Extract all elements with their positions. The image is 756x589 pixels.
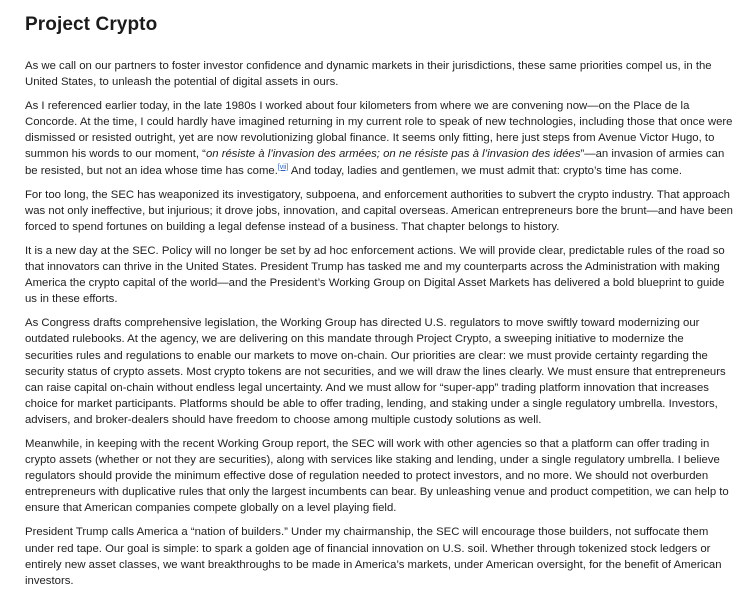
paragraph-3: For too long, the SEC has weaponized its investigatory, subpoena, and enforcement authorities to subvert the crypto industry. That approach was not only ineffective, but injurious; it drove jobs, innovation, and capital overseas. American entrepreneurs bore the brunt—and have been forced to spend fortunes on building a legal defense instead of a business. That chapter belongs to history. xyxy=(25,188,733,233)
paragraph-6: Meanwhile, in keeping with the recent Working Group report, the SEC will work with other agencies so that a platform can offer trading in crypto assets (whether or not they are securities), along with services like staking and lending, under a single regulatory umbrella. I believe regulators should provide the minimum effective dose of regulation needed to protect investors, and no more. We should not overburden entrepreneurs with duplicative rules that only the largest incumbents can bear. By unleashing venue and product competition, we can help to ensure that American companies compete globally on a level playing field. xyxy=(25,437,729,515)
paragraph-2-text-before: As I referenced earlier today, in the late 1980s I worked about four kilometers from where we are convening now—on the Place de la Concorde. At the time, I could hardly have imagined returning in my current role to speak of new technologies, including those that once were dismissed or resisted outright, yet are now revolutionizing global finance. It seems only fitting, here just steps from Avenue Victor Hugo, to summon his words to our moment, “ xyxy=(25,100,733,161)
paragraph-2 xyxy=(25,98,734,178)
paragraph-4: It is a new day at the SEC. Policy will no longer be set by ad hoc enforcement actions. We will provide clear, predictable rules of the road so that innovators can thrive in the United States. President Trump has tasked me and my counterparts across the Administration with making America the crypto capital of the world—and the President’s Working Group on Digital Asset Markets has delivered a bold blueprint to guide us in these efforts. xyxy=(25,244,725,306)
footnote-link[interactable]: [vii] xyxy=(277,163,289,171)
paragraph-2-text-middle: ”—an invasion of armies can be resisted, but not an idea whose time has come. xyxy=(25,148,725,177)
paragraph-5: As Congress drafts comprehensive legislation, the Working Group has directed U.S. regulators to move swiftly toward modernizing our outdated rulebooks. At the agency, we are delivering on this mandate through Project Crypto, a sweeping initiative to modernize the securities rules and regulations to enable our markets to move on-chain. Our priorities are clear: we must provide certainty regarding the security status of crypto assets. Most crypto tokens are not securities, and we will draw the lines clearly. We must ensure that entrepreneurs can raise capital on-chain without endless legal uncertainty. And we must allow for “super-app” trading platform innovation that increases choice for market participants. Platforms should be able to offer trading, lending, and staking under a single regulatory umbrella. Investors, advisers, and broker-dealers should have freedom to choose among multiple custody solutions as well. xyxy=(25,317,726,426)
page-title: Project Crypto xyxy=(25,14,158,35)
paragraph-7: President Trump calls America a “nation of builders.” Under my chairmanship, the SEC will encourage those builders, not suffocate them under red tape. Our goal is simple: to spark a golden age of financial innovation on U.S. soil. Whether through tokenized stock ledgers or entirely new asset classes, we want breakthroughs to be made in America’s markets, under American oversight, for the benefit of American investors. xyxy=(25,526,722,587)
hugo-quote: on résiste à l’invasion des armées; on ne résiste pas à l’invasion des idées xyxy=(205,148,581,161)
paragraph-2-text-after: And today, ladies and gentlemen, we must admit that: crypto’s time has come. xyxy=(288,164,683,177)
paragraph-1: As we call on our partners to foster investor confidence and dynamic markets in their jurisdictions, these same priorities compel us, in the United States, to unleash the potential of digital assets in ours. xyxy=(25,60,712,89)
